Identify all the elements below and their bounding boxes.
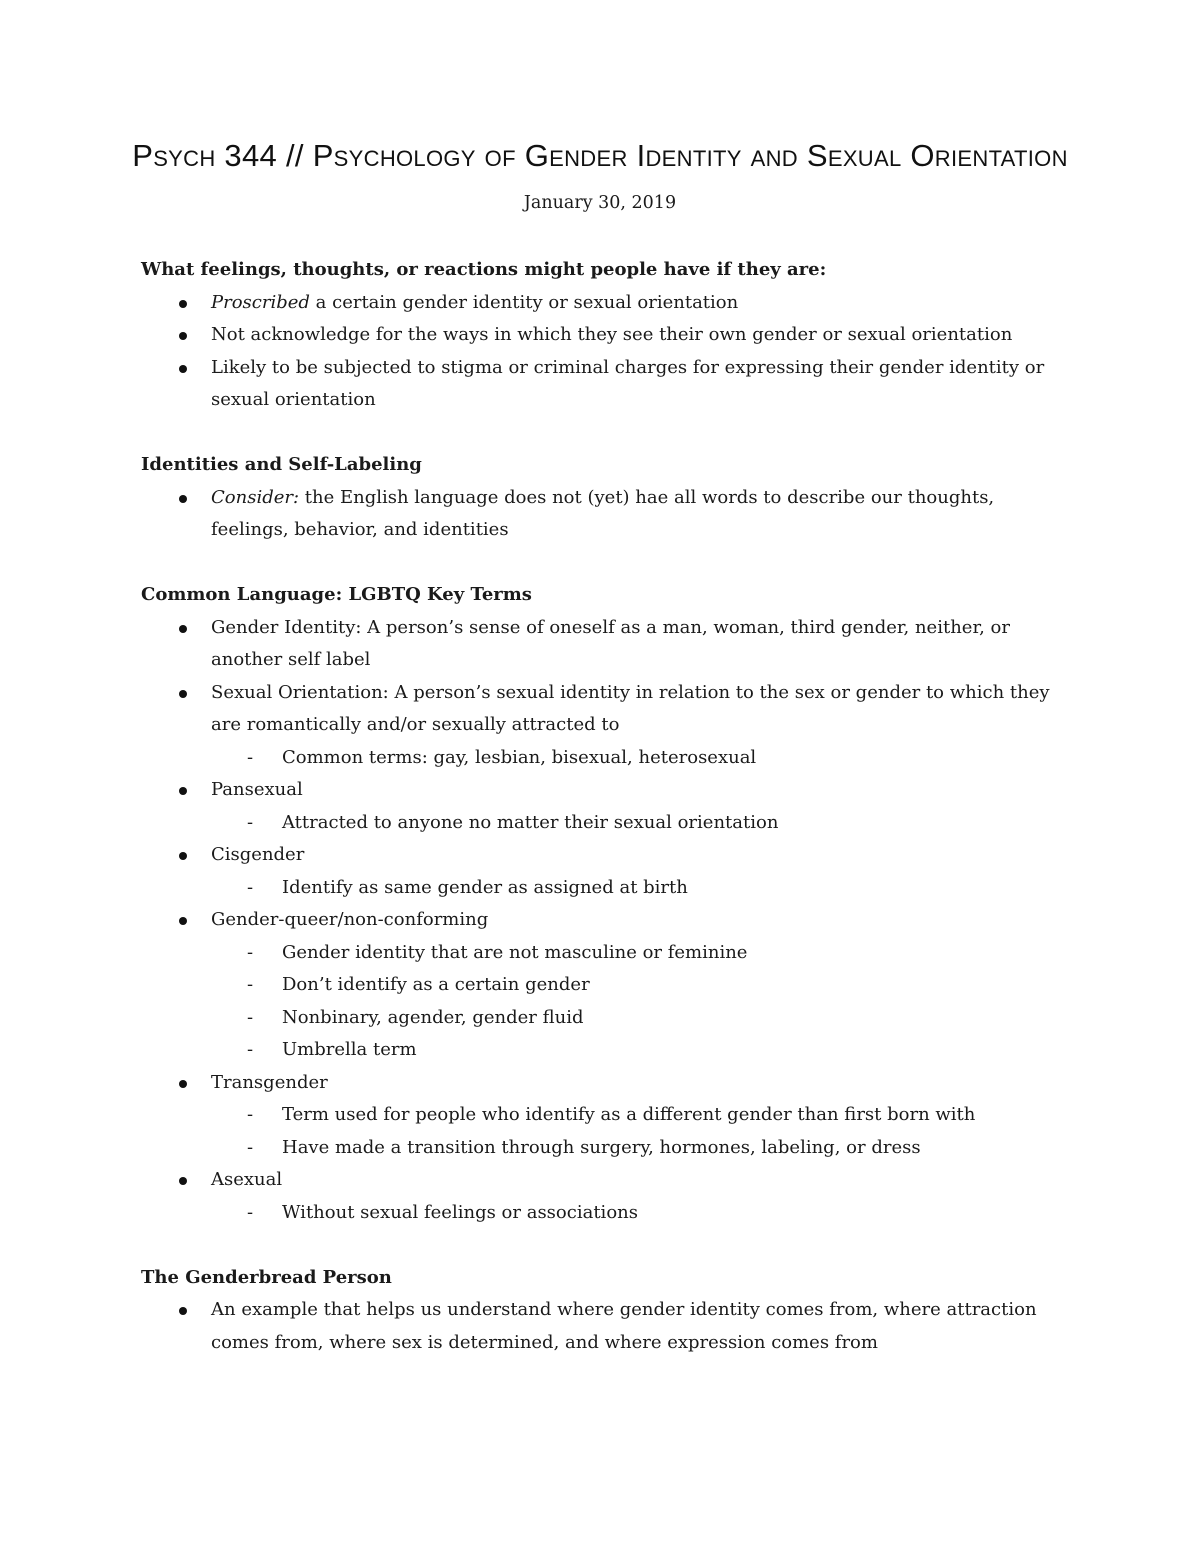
bullet-list xyxy=(141,1294,1061,1359)
sub-item-text: Term used for people who identify as a different gender than first born with xyxy=(282,1104,976,1125)
bullet-item xyxy=(141,287,1061,320)
document-date: January 30, 2019 xyxy=(523,193,677,213)
section xyxy=(141,1262,1061,1360)
sub-item xyxy=(211,872,1061,905)
bullet-text: Cisgender xyxy=(211,844,305,865)
sub-list xyxy=(211,742,1061,775)
bullet-list xyxy=(141,287,1061,417)
sub-item xyxy=(211,1197,1061,1230)
section-heading: What feelings, thoughts, or reactions might people have if they are: xyxy=(141,259,827,280)
section-spacer xyxy=(141,1229,1061,1262)
sub-list xyxy=(211,872,1061,905)
bullet-icon xyxy=(179,852,187,860)
sub-item xyxy=(211,969,1061,1002)
bullet-text: Not acknowledge for the ways in which they see their own gender or sexual orientation xyxy=(211,324,1013,345)
sub-item-text: Attracted to anyone no matter their sexual orientation xyxy=(282,811,779,833)
dash-icon: - xyxy=(247,1039,254,1060)
bullet-item xyxy=(141,352,1061,417)
sub-item xyxy=(211,937,1061,970)
bullet-icon xyxy=(179,1307,187,1315)
bullet-text: Proscribed a certain gender identity or sexual orientation xyxy=(211,291,739,313)
bullet-item xyxy=(141,904,1061,1067)
bullet-item xyxy=(141,612,1061,677)
bullet-item xyxy=(141,1067,1061,1165)
section-spacer xyxy=(141,547,1061,580)
bullet-text: Gender Identity: A person’s sense of oneself as a man, woman, third gender, neither, or another self label xyxy=(211,616,1010,670)
sub-list xyxy=(211,937,1061,1067)
sub-list xyxy=(211,1197,1061,1230)
sub-item-text: Identify as same gender as assigned at birth xyxy=(282,876,688,898)
sub-item xyxy=(211,742,1061,775)
section-heading: The Genderbread Person xyxy=(141,1266,392,1288)
sub-item xyxy=(211,1002,1061,1035)
emphasized-term: Consider: xyxy=(211,486,300,508)
dash-icon: - xyxy=(247,1136,254,1158)
bullet-item xyxy=(141,839,1061,904)
bullet-text: An example that helps us understand where gender identity comes from, where attraction comes from, where sex is determined, and where expression comes from xyxy=(211,1299,1037,1353)
sub-item xyxy=(211,1034,1061,1067)
bullet-text: Transgender xyxy=(211,1071,328,1093)
section xyxy=(141,449,1061,547)
sub-item-text: Without sexual feelings or associations xyxy=(282,1201,638,1223)
bullet-icon xyxy=(179,332,187,340)
sub-item-text: Have made a transition through surgery, hormones, labeling, or dress xyxy=(282,1136,921,1158)
bullet-icon xyxy=(179,300,187,308)
sub-item-text: Don’t identify as a certain gender xyxy=(282,974,590,995)
bullet-item xyxy=(141,482,1061,547)
bullet-icon xyxy=(179,625,187,633)
bullet-list xyxy=(141,482,1061,547)
section-spacer xyxy=(141,417,1061,450)
bullet-text: Consider: the English language does not (yet) hae all words to describe our thoughts, feelings, behavior, and identities xyxy=(211,486,995,540)
bullet-icon xyxy=(179,917,187,925)
sub-item-text: Nonbinary, agender, gender fluid xyxy=(282,1006,584,1028)
document-body xyxy=(141,254,1061,1359)
dash-icon: - xyxy=(247,941,254,963)
sub-list xyxy=(211,1099,1061,1164)
emphasized-term: Proscribed xyxy=(211,291,310,313)
dash-icon: - xyxy=(247,811,254,833)
dash-icon: - xyxy=(247,974,254,995)
bullet-icon xyxy=(179,787,187,795)
bullet-item xyxy=(141,1164,1061,1229)
bullet-icon xyxy=(179,1177,187,1185)
bullet-list xyxy=(141,612,1061,1230)
sub-item-text: Umbrella term xyxy=(282,1039,417,1060)
bullet-icon xyxy=(179,1080,187,1088)
sub-item xyxy=(211,1099,1061,1132)
section xyxy=(141,579,1061,1229)
bullet-item xyxy=(141,319,1061,352)
bullet-icon xyxy=(179,365,187,373)
dash-icon: - xyxy=(247,1201,254,1223)
sub-item-text: Gender identity that are not masculine or feminine xyxy=(282,941,748,963)
document-title: Psych 344 // Psychology of Gender Identity and Sexual Orientation xyxy=(132,138,1068,173)
bullet-item xyxy=(141,1294,1061,1359)
bullet-text: Pansexual xyxy=(211,779,303,800)
bullet-text: Sexual Orientation: A person’s sexual identity in relation to the sex or gender to which they are romantically and/or sexually attracted to xyxy=(211,681,1050,735)
sub-item xyxy=(211,807,1061,840)
dash-icon: - xyxy=(247,746,254,768)
bullet-icon xyxy=(179,495,187,503)
bullet-text: Asexual xyxy=(211,1169,283,1190)
section-heading: Common Language: LGBTQ Key Terms xyxy=(141,584,532,605)
dash-icon: - xyxy=(247,876,254,898)
dash-icon: - xyxy=(247,1006,254,1028)
sub-list xyxy=(211,807,1061,840)
sub-item xyxy=(211,1132,1061,1165)
sub-item-text: Common terms: gay, lesbian, bisexual, heterosexual xyxy=(282,746,757,768)
bullet-text: Likely to be subjected to stigma or criminal charges for expressing their gender identity or sexual orientation xyxy=(211,356,1045,410)
bullet-icon xyxy=(179,690,187,698)
dash-icon: - xyxy=(247,1104,254,1125)
section xyxy=(141,254,1061,417)
bullet-text: Gender-queer/non-conforming xyxy=(211,909,489,930)
bullet-item xyxy=(141,677,1061,775)
section-heading: Identities and Self-Labeling xyxy=(141,454,422,475)
bullet-item xyxy=(141,774,1061,839)
